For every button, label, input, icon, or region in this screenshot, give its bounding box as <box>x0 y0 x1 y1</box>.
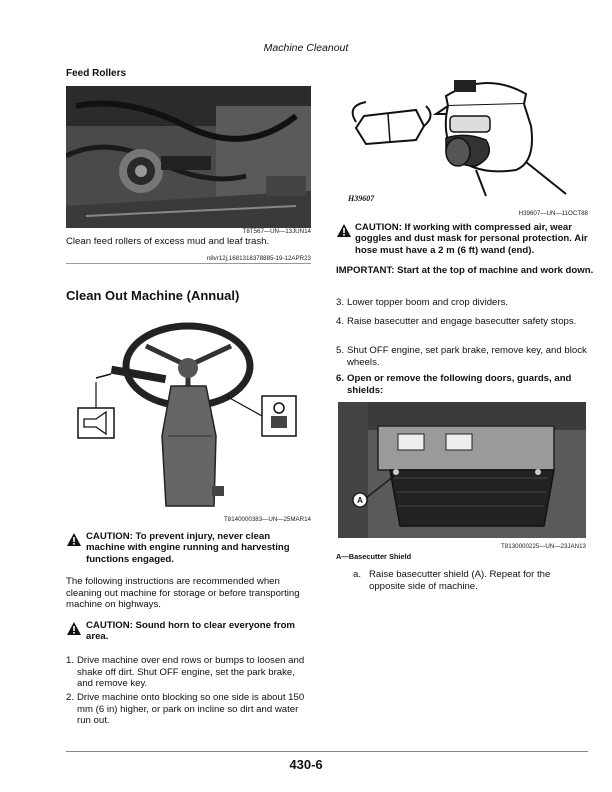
important-note: IMPORTANT: Start at the top of machine and work down. <box>336 265 594 276</box>
clean-out-heading: Clean Out Machine (Annual) <box>66 288 240 303</box>
caution-engine-running <box>66 531 311 565</box>
steering-horn-illustration <box>66 316 311 512</box>
step-number: 3. <box>336 297 345 308</box>
list-item <box>336 297 588 311</box>
caution-horn <box>66 620 311 643</box>
callout-a-label: A <box>357 496 363 505</box>
substep-label: a. <box>353 569 362 580</box>
steering-photo-id: T8140000383—UN—25MAR14 <box>223 516 311 523</box>
substep-text: Raise basecutter shield (A). Repeat for the opposite side of machine. <box>369 569 551 592</box>
warning-icon <box>66 532 82 547</box>
step-text: Raise basecutter and engage basecutter safety stops. <box>347 316 577 327</box>
step-text: Shut OFF engine, set park brake, remove key, and block wheels. <box>347 345 587 368</box>
list-item <box>66 655 312 691</box>
feed-photo-id: T8T567—UN—13JUN14 <box>242 228 311 235</box>
list-item <box>353 569 588 595</box>
warning-icon <box>336 223 352 238</box>
list-item <box>66 692 312 728</box>
footer-rule <box>66 751 588 752</box>
figure-label: H39607 <box>348 194 375 203</box>
step-text: Drive machine onto blocking so one side is about 150 mm (6 in) higher, or park on incline so dirt and water run out. <box>77 692 305 727</box>
page-header: Machine Cleanout <box>263 42 349 54</box>
shield-photo-id: T8130000225—UN—23JAN13 <box>501 543 586 550</box>
list-item <box>336 316 588 340</box>
step-text: Drive machine over end rows or bumps to loosen and shake off dirt. Shut OFF engine, set the park brake, and remove key. <box>77 655 305 690</box>
list-item <box>336 373 588 397</box>
intro-text: The following instructions are recommended when cleaning out machine for storage or before transporting machine on highways. <box>66 576 300 611</box>
feed-text: Clean feed rollers of excess mud and leaf trash. <box>66 236 270 247</box>
caution-text: CAUTION: Sound horn to clear everyone from area. <box>86 620 295 643</box>
step-number: 2. <box>66 692 75 703</box>
caution-compressed-air <box>336 222 588 256</box>
step-text: Lower topper boom and crop dividers. <box>347 297 509 308</box>
warning-icon <box>66 621 82 636</box>
caution-text: CAUTION: To prevent injury, never clean machine with engine running and harvesting functions engaged. <box>86 531 290 565</box>
step-number: 5. <box>336 345 345 356</box>
caution-text: CAUTION: If working with compressed air, wear goggles and dust mask for personal protection. Air hose must have a 2 m (6 ft) wand (end). <box>355 222 588 256</box>
basecutter-shield-photo <box>338 402 586 538</box>
list-item <box>336 345 588 369</box>
goggles-photo-id: H39607—UN—11OCT88 <box>518 210 588 217</box>
page-number: 430-6 <box>289 757 323 772</box>
feed-rollers-heading: Feed Rollers <box>66 68 127 79</box>
step-number: 4. <box>336 316 345 327</box>
legend-basecutter-shield: A—Basecutter Shield <box>336 552 412 561</box>
step-number: 6. <box>336 373 345 384</box>
section-divider <box>66 263 311 264</box>
feed-ref: n8vr12j,1681318378885-19-12APR23 <box>206 255 311 262</box>
feed-rollers-photo <box>66 86 311 228</box>
step-text: Open or remove the following doors, guards, and shields: <box>347 373 572 396</box>
goggles-mask-illustration <box>336 66 588 206</box>
step-number: 1. <box>66 655 75 666</box>
